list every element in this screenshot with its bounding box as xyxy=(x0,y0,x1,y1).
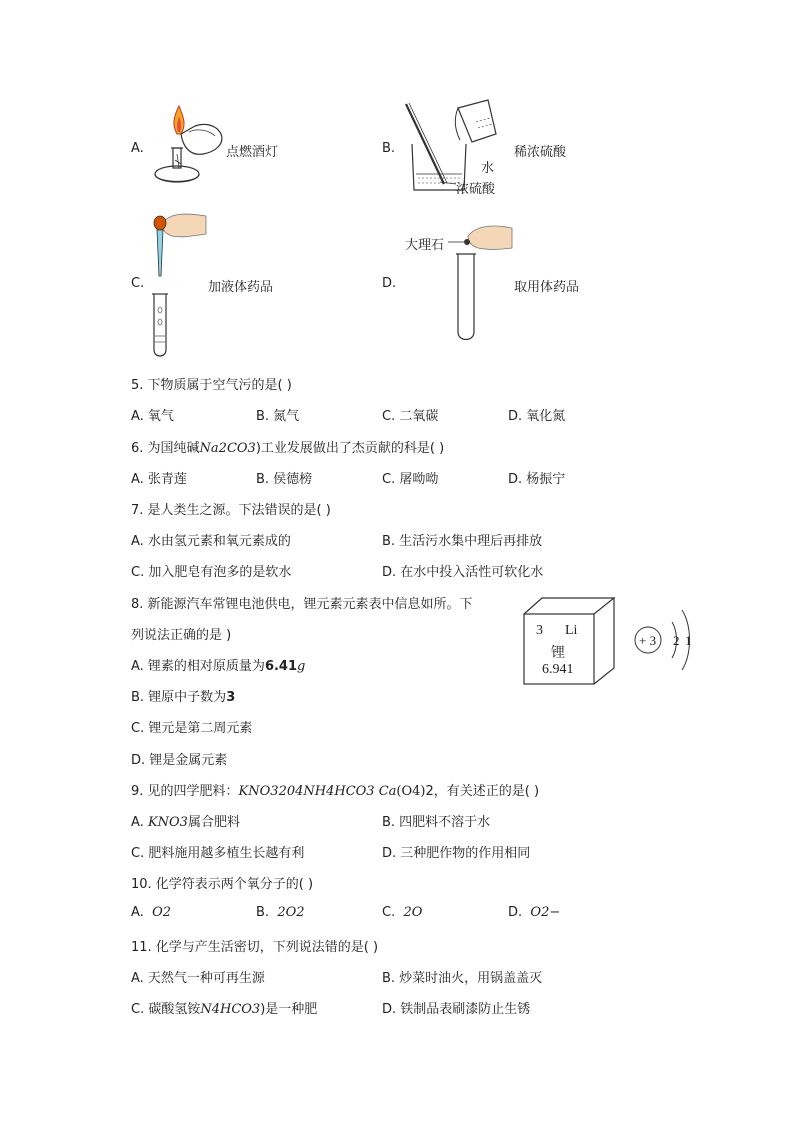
q8-option-a xyxy=(131,655,305,674)
q6-option-d: D. 杨振宁 xyxy=(508,472,566,487)
q4-option-c-letter: C. xyxy=(131,276,145,291)
q8-option-a-unit: g xyxy=(297,659,306,674)
q7-option-c: C. 加入肥皂有泡多的是软水 xyxy=(131,565,292,580)
q9-option-c: C. 肥料施用越多植生长越有利 xyxy=(131,846,305,861)
q9-option-a-letter: A. xyxy=(131,815,148,830)
q9-option-d: D. 三种肥作物的作用相同 xyxy=(382,846,531,861)
q7-stem: 7. 是人类生之源。下法错误的是( ) xyxy=(131,503,331,518)
atom-nucleus-charge: + 3 xyxy=(639,633,657,648)
q10-option-a-letter: A. xyxy=(131,905,144,920)
dropper-testtube-illustration xyxy=(148,206,210,360)
q6-option-c: C. 屠呦呦 xyxy=(382,472,439,487)
q11-option-b: B. 炒菜时油火，用锅盖盖灭 xyxy=(382,971,543,986)
q9-option-a xyxy=(131,811,240,830)
q10-option-d xyxy=(508,905,560,920)
q4-option-a-letter: A. xyxy=(131,141,144,156)
q10-option-c xyxy=(382,905,422,920)
q6-stem-end: )工业发展做出了杰贡献的科是( ) xyxy=(255,441,445,456)
q10-option-b-letter: B. xyxy=(256,905,270,920)
lithium-atomic-mass: 6.941 xyxy=(542,662,574,677)
atom-shell-1-electrons: 2 xyxy=(673,633,680,648)
q7-option-d: D. 在水中投入活性可软化水 xyxy=(382,565,544,580)
q8-option-a-value: 6.41 xyxy=(264,659,298,674)
q9-option-b: B. 四肥料不溶于水 xyxy=(382,815,491,830)
q9-option-a-formula: KNO3 xyxy=(147,815,188,830)
q4-option-a-text: 点燃酒灯 xyxy=(226,145,279,160)
q5-option-a: A. 氧气 xyxy=(131,409,174,424)
q8-option-b xyxy=(131,686,235,705)
q11-option-c-text: C. 碳酸氢铵 xyxy=(131,1002,201,1017)
atom-shell-2-electrons: 1 xyxy=(685,633,692,648)
q10-option-a-formula: O2 xyxy=(152,905,171,920)
q8-option-c: C. 锂元是第二周元素 xyxy=(131,721,253,736)
q4-option-b-water-label: 水 xyxy=(481,161,495,176)
lithium-name: 锂 xyxy=(551,645,565,661)
q6-stem xyxy=(131,437,444,456)
q5-stem: 5. 下物质属于空气污的是( ) xyxy=(131,378,292,393)
q9-stem-end: 2，有关述正的是( ) xyxy=(425,784,540,799)
lithium-symbol: Li xyxy=(565,623,578,638)
q11-option-c-suffix: )是一种肥 xyxy=(260,1002,318,1017)
q9-stem-formula-paren: (O4) xyxy=(396,784,426,799)
q5-option-d: D. 氧化氮 xyxy=(508,409,566,424)
q10-stem: 10. 化学符表示两个氧分子的( ) xyxy=(131,877,314,892)
q5-option-c: C. 二氧碳 xyxy=(382,409,439,424)
q4-option-b-text: 稀浓硫酸 xyxy=(514,145,567,160)
q8-option-b-value: 3 xyxy=(226,690,236,705)
q4-option-d-marble-label: 大理石 xyxy=(405,238,445,253)
q10-option-a xyxy=(131,905,171,920)
q11-option-a: A. 天然气一种可再生源 xyxy=(131,971,265,986)
q10-option-d-letter: D. xyxy=(508,905,523,920)
lithium-atomic-number: 3 xyxy=(536,623,543,638)
q11-stem: 11. 化学与产生活密切，下列说法错的是( ) xyxy=(131,940,379,955)
q7-option-b: B. 生活污水集中理后再排放 xyxy=(382,534,543,549)
q8-option-b-text: B. 锂原中子数为 xyxy=(131,690,227,705)
marble-testtube-illustration xyxy=(448,222,514,344)
q6-stem-formula: Na2CO3 xyxy=(199,441,256,456)
q10-option-b xyxy=(256,905,305,920)
q9-stem xyxy=(131,780,539,799)
q9-stem-start: 9. 见的四学肥料： xyxy=(131,784,239,799)
q5-option-b: B. 氮气 xyxy=(256,409,300,424)
q4-option-b-acid-label: 浓硫酸 xyxy=(456,182,496,197)
q10-option-b-formula: 2O2 xyxy=(277,905,305,920)
q4-option-c-text: 加液体药品 xyxy=(208,280,274,295)
q9-stem-formula: KNO3204NH4HCO3 Ca xyxy=(238,784,397,799)
q6-option-a: A. 张青莲 xyxy=(131,472,187,487)
q8-option-d: D. 锂是金属元素 xyxy=(131,753,228,768)
q8-option-a-text: A. 锂素的相对原质量为 xyxy=(131,659,265,674)
q4-option-b-letter: B. xyxy=(382,141,396,156)
q7-option-a: A. 水由氢元素和氧元素成的 xyxy=(131,534,291,549)
q6-stem-start: 6. 为国纯碱 xyxy=(131,441,200,456)
q6-option-b: B. 侯德榜 xyxy=(256,472,313,487)
q8-stem-line2: 列说法正确的是 ) xyxy=(131,628,232,643)
q11-option-c xyxy=(131,998,317,1017)
q11-option-d: D. 铁制品表刷漆防止生锈 xyxy=(382,1002,531,1017)
q11-option-c-formula: N4HCO3 xyxy=(200,1002,261,1017)
q8-stem-line1: 8. 新能源汽车常锂电池供电，锂元素元素表中信息如所。下 xyxy=(131,597,473,612)
alcohol-lamp-illustration xyxy=(145,104,230,190)
q10-option-d-formula: O2− xyxy=(530,905,561,920)
q10-option-c-letter: C. xyxy=(382,905,396,920)
q4-option-d-text: 取用体药品 xyxy=(514,280,580,295)
q9-option-a-text: 属合肥料 xyxy=(187,815,240,830)
q4-option-d-letter: D. xyxy=(382,276,397,291)
q10-option-c-formula: 2O xyxy=(403,905,423,920)
